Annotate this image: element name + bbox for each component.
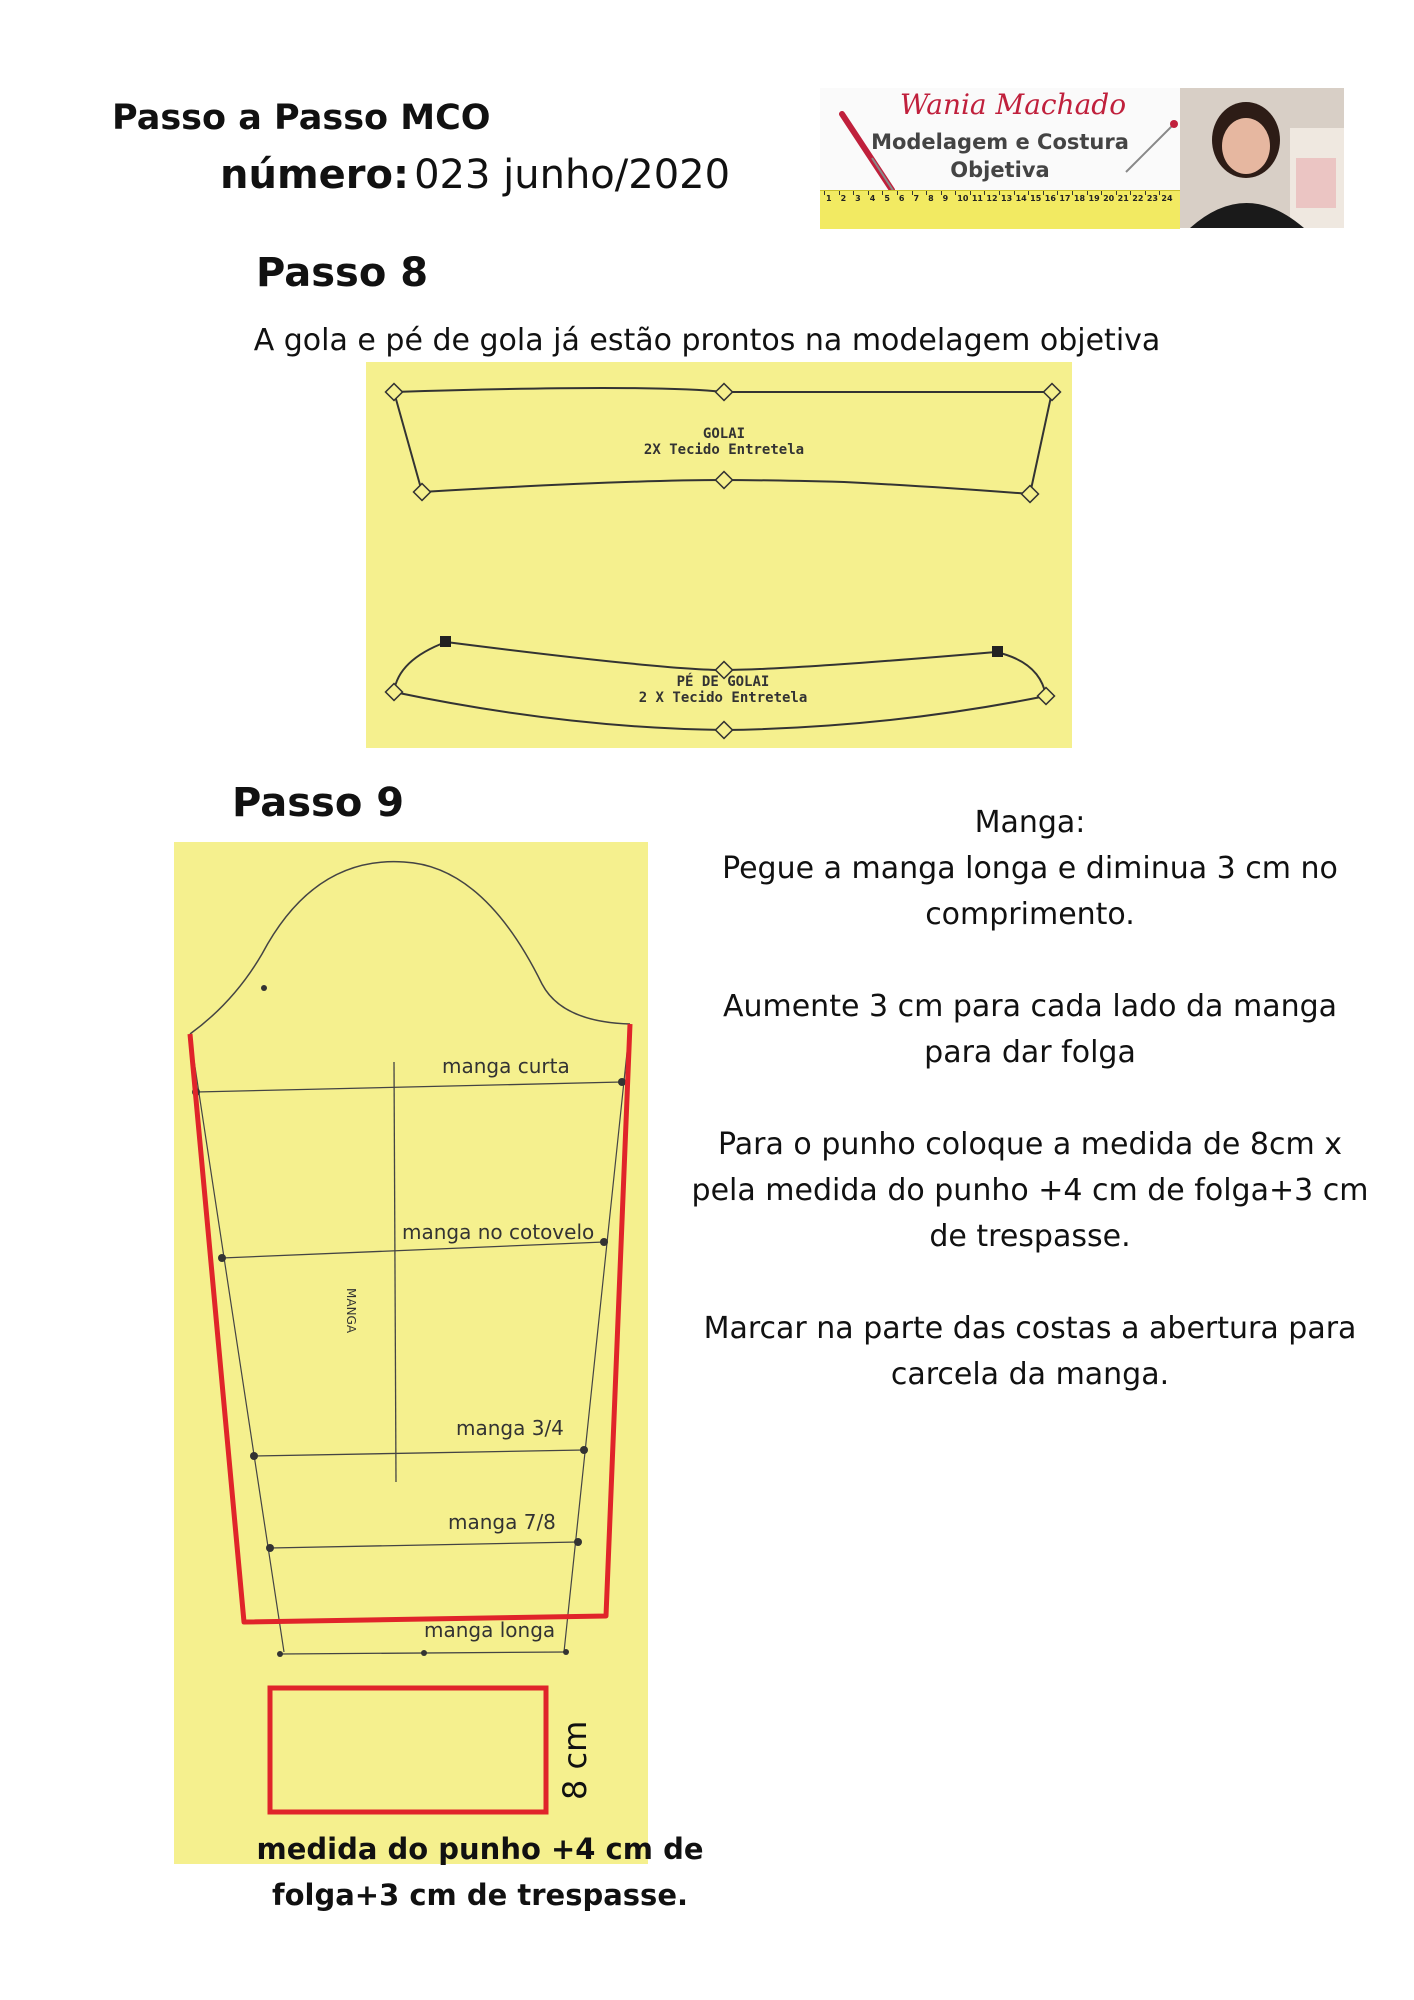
instruction-line: de trespasse. — [929, 1219, 1131, 1254]
collar-stand-name: PÉ DE GOLA — [676, 674, 761, 690]
issue-number-label: número: — [220, 152, 409, 198]
ruler-number: 9 — [942, 194, 949, 203]
instruction-line: comprimento. — [925, 897, 1135, 932]
sleeve-pattern-image — [174, 842, 648, 1864]
ruler-tick — [941, 191, 942, 195]
cuff-caption-line-1: medida do punho +4 cm de — [256, 1832, 704, 1866]
ruler-tick — [1014, 191, 1015, 195]
collar-label — [606, 426, 842, 458]
collar-stand-instruction: 2 X Tecido Entretela — [638, 690, 808, 706]
ruler-number: 21 — [1117, 194, 1129, 203]
ruler-tick — [824, 191, 825, 195]
ruler-number: 2 — [840, 194, 847, 203]
ruler-number: 19 — [1088, 194, 1100, 203]
ruler-number: 7 — [913, 194, 920, 203]
cuff-caption — [230, 1826, 730, 1918]
ruler-number: 15 — [1030, 194, 1042, 203]
sleeve-pattern-drawing — [174, 842, 648, 1864]
ruler-number: 1 — [826, 194, 832, 203]
label-manga-7-8: manga 7/8 — [448, 1510, 556, 1534]
ruler-number: 23 — [1146, 194, 1158, 203]
issue-number — [220, 152, 730, 198]
instruction-line: Pegue a manga longa e diminua 3 cm no — [722, 851, 1338, 886]
cuff-caption-line-2: folga+3 cm de trespasse. — [271, 1878, 689, 1912]
ruler-tick — [955, 191, 956, 195]
ruler-tick — [926, 191, 927, 195]
ruler-number: 8 — [928, 194, 934, 203]
ruler-number: 4 — [869, 194, 876, 203]
label-grain-line: MANGA — [344, 1288, 358, 1334]
logo-line-1: Modelagem e Costura — [871, 130, 1129, 154]
ruler-tick — [882, 191, 883, 195]
step8-title: Passo 8 — [256, 250, 429, 296]
logo-name: Wania Machado — [899, 88, 1127, 121]
instruction-paragraph-3 — [680, 1122, 1380, 1260]
ruler-tick — [1145, 191, 1146, 195]
ruler-tick — [984, 191, 985, 195]
ruler-tick — [912, 191, 913, 195]
step8-description: A gola e pé de gola já estão prontos na modelagem objetiva — [253, 323, 1161, 358]
ruler-tick — [853, 191, 854, 195]
ruler-number: 16 — [1044, 194, 1056, 203]
collar-instruction: 2X Tecido Entretela — [643, 442, 805, 458]
collar-mark: I — [736, 426, 746, 442]
ruler-number: 10 — [957, 194, 969, 203]
ruler-tick — [1101, 191, 1102, 195]
ruler-number: 20 — [1103, 194, 1115, 203]
ruler-tick — [1057, 191, 1058, 195]
document-title: Passo a Passo MCO — [112, 98, 491, 138]
label-manga-curta: manga curta — [442, 1054, 570, 1078]
instruction-line: Manga: — [974, 805, 1086, 840]
logo-ruler — [820, 190, 1180, 229]
ruler-tick — [1028, 191, 1029, 195]
ruler-tick — [1043, 191, 1044, 195]
ruler-tick — [1159, 191, 1160, 195]
logo-line-2: Objetiva — [950, 158, 1050, 182]
logo-banner — [820, 88, 1180, 228]
ruler-tick — [970, 191, 971, 195]
label-manga-cotovelo: manga no cotovelo — [402, 1220, 595, 1244]
instruction-line: Para o punho coloque a medida de 8cm x — [718, 1127, 1342, 1162]
ruler-number: 12 — [986, 194, 998, 203]
instruction-line: Marcar na parte das costas a abertura para — [703, 1311, 1357, 1346]
instruction-paragraph-4 — [680, 1306, 1380, 1398]
ruler-number: 3 — [855, 194, 861, 203]
collar-stand-mark: I — [760, 674, 770, 690]
instruction-paragraph-1 — [680, 800, 1380, 938]
ruler-tick — [1072, 191, 1073, 195]
instruction-line: para dar folga — [924, 1035, 1136, 1070]
step9-title: Passo 9 — [232, 780, 405, 826]
ruler-number: 6 — [898, 194, 905, 203]
step9-instructions — [680, 800, 1380, 1398]
instruction-paragraph-2 — [680, 984, 1380, 1076]
ruler-tick — [999, 191, 1000, 195]
cuff-height-label: 8 cm — [556, 1720, 594, 1800]
ruler-number: 11 — [971, 194, 983, 203]
ruler-tick — [839, 191, 840, 195]
ruler-number: 22 — [1132, 194, 1144, 203]
ruler-tick — [868, 191, 869, 195]
ruler-number: 18 — [1073, 194, 1086, 203]
collar-stand-label — [588, 674, 858, 706]
brand-logo — [820, 88, 1344, 228]
ruler-number: 14 — [1015, 194, 1027, 203]
ruler-number: 24 — [1161, 194, 1173, 203]
label-manga-3-4: manga 3/4 — [456, 1416, 564, 1440]
instruction-line: carcela da manga. — [890, 1357, 1170, 1392]
ruler-tick — [1087, 191, 1088, 195]
ruler-number: 17 — [1059, 194, 1071, 203]
collar-pattern-image — [366, 362, 1072, 748]
instruction-line: pela medida do punho +4 cm de folga+3 cm — [691, 1173, 1369, 1208]
collar-name: GOLA — [702, 426, 737, 442]
ruler-tick — [897, 191, 898, 195]
issue-number-value: 023 junho/2020 — [414, 152, 731, 198]
ruler-number: 5 — [884, 194, 890, 203]
ruler-tick — [1116, 191, 1117, 195]
instruction-line: Aumente 3 cm para cada lado da manga — [722, 989, 1338, 1024]
ruler-tick — [1130, 191, 1131, 195]
author-photo — [1180, 88, 1344, 228]
label-manga-longa: manga longa — [424, 1618, 556, 1642]
ruler-number: 13 — [1001, 194, 1013, 203]
